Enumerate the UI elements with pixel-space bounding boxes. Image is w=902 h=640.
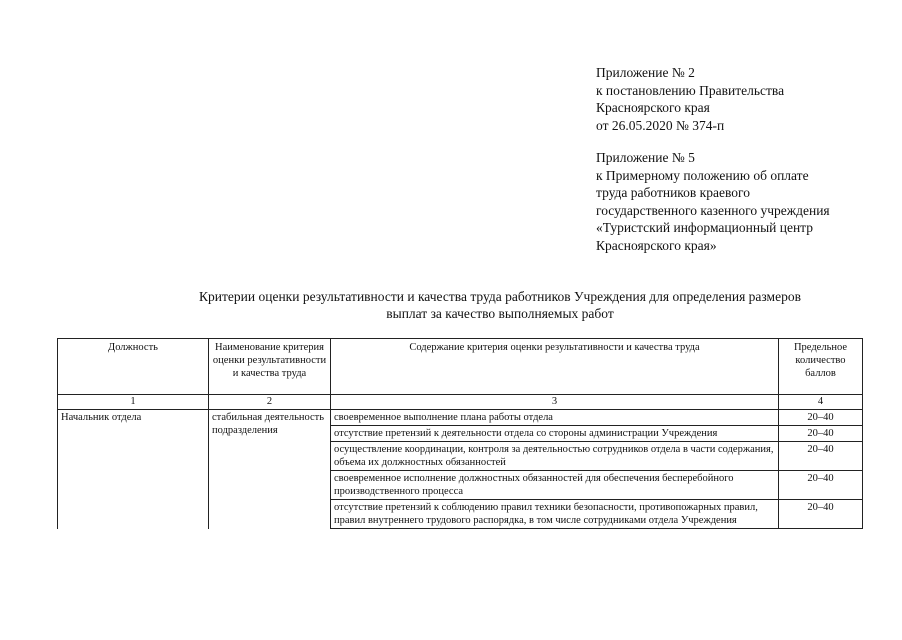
appendix-5-line: государственного казенного учреждения (596, 202, 830, 218)
appendix-2-line: к постановлению Правительства (596, 82, 785, 98)
appendix-2-line: Красноярского края (596, 100, 710, 115)
column-number-row (58, 395, 863, 410)
document-title-line-1: Критерии оценки результативности и качества труда работников Учреждения для определения размеров (199, 289, 801, 304)
criterion-cell: стабильная деятельность подразделения (209, 410, 331, 529)
content-cell: своевременное исполнение должностных обязанностей для обеспечения бесперебойного производственного процесса (331, 471, 779, 500)
content-cell: отсутствие претензий к соблюдению правил техники безопасности, противопожарных правил, правил внутреннего трудового распорядка, в том числе сотрудниками отдела Учреждения (331, 500, 779, 529)
appendix-5-line: «Туристский информационный центр (596, 220, 813, 235)
column-number: 2 (209, 395, 331, 410)
document-title (150, 288, 850, 322)
appendix-2-header (596, 64, 784, 134)
appendix-5-header (596, 149, 830, 254)
document-title-line-2: выплат за качество выполняемых работ (386, 306, 614, 321)
header-max-score: Предельное количество баллов (779, 339, 863, 395)
column-number: 4 (779, 395, 863, 410)
content-cell: отсутствие претензий к деятельности отдела со стороны администрации Учреждения (331, 426, 779, 442)
header-position: Должность (58, 339, 209, 395)
score-cell: 20–40 (779, 410, 863, 426)
score-cell: 20–40 (779, 500, 863, 529)
column-number: 3 (331, 395, 779, 410)
header-criterion-name: Наименование критерия оценки результативности и качества труда (209, 339, 331, 395)
score-cell: 20–40 (779, 471, 863, 500)
appendix-5-line: к Примерному положению об оплате (596, 167, 809, 183)
content-cell: осуществление координации, контроля за деятельностью сотрудников отдела в части содержания, объема их должностных обязанностей (331, 442, 779, 471)
criteria-table (57, 338, 863, 529)
appendix-5-line: Приложение № 5 (596, 150, 695, 165)
table-row (58, 410, 863, 426)
score-cell: 20–40 (779, 426, 863, 442)
appendix-2-line: Приложение № 2 (596, 65, 695, 80)
column-number: 1 (58, 395, 209, 410)
position-cell: Начальник отдела (58, 410, 209, 529)
content-cell: своевременное выполнение плана работы отдела (331, 410, 779, 426)
appendix-5-line: Красноярского края» (596, 237, 717, 253)
score-cell: 20–40 (779, 442, 863, 471)
appendix-5-line: труда работников краевого (596, 185, 750, 200)
table-header-row (58, 339, 863, 395)
appendix-2-line: от 26.05.2020 № 374-п (596, 117, 725, 133)
header-criterion-content: Содержание критерия оценки результативности и качества труда (331, 339, 779, 395)
